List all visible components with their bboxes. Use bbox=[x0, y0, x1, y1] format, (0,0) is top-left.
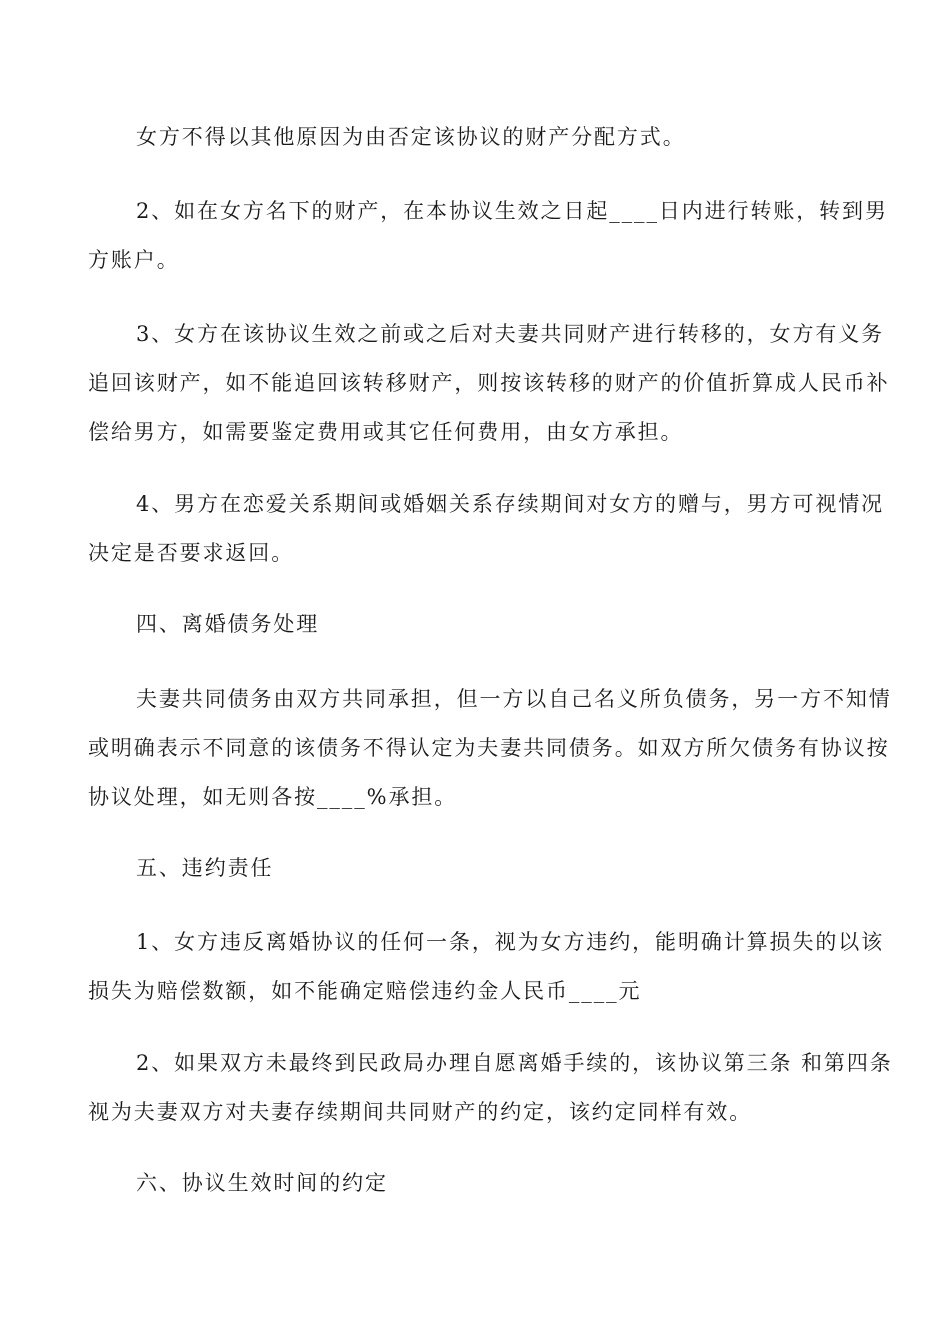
paragraph-line: 追回该财产，如不能追回该转移财产，则按该转移的财产的价值折算成人民币补 bbox=[88, 371, 890, 395]
paragraph-line: 3、女方在该协议生效之前或之后对夫妻共同财产进行转移的，女方有义务 bbox=[136, 322, 885, 346]
paragraph-line: 2、如果双方未最终到民政局办理自愿离婚手续的，该协议第三条 和第四条 bbox=[136, 1051, 893, 1075]
paragraph-line: 女方不得以其他原因为由否定该协议的财产分配方式。 bbox=[136, 125, 686, 149]
paragraph-line: 4、男方在恋爱关系期间或婚姻关系存续期间对女方的赠与，男方可视情况 bbox=[136, 492, 885, 516]
paragraph-line: 决定是否要求返回。 bbox=[88, 541, 295, 565]
paragraph-line: 方账户。 bbox=[88, 248, 180, 272]
paragraph-line: 协议处理，如无则各按____%承担。 bbox=[88, 785, 458, 809]
paragraph-line: 2、如在女方名下的财产，在本协议生效之日起____日内进行转账，转到男 bbox=[136, 199, 888, 223]
section-heading: 五、违约责任 bbox=[136, 856, 274, 880]
paragraph-line: 损失为赔偿数额，如不能确定赔偿违约金人民币____元 bbox=[88, 979, 642, 1003]
paragraph-line: 夫妻共同债务由双方共同承担，但一方以自己名义所负债务，另一方不知情 bbox=[136, 687, 892, 711]
section-heading: 四、离婚债务处理 bbox=[136, 612, 320, 636]
paragraph-line: 或明确表示不同意的该债务不得认定为夫妻共同债务。如双方所欠债务有协议按 bbox=[88, 736, 890, 760]
section-heading: 六、协议生效时间的约定 bbox=[136, 1171, 388, 1195]
paragraph-line: 1、女方违反离婚协议的任何一条，视为女方违约，能明确计算损失的以该 bbox=[136, 930, 885, 954]
paragraph-line: 视为夫妻双方对夫妻存续期间共同财产的约定，该约定同样有效。 bbox=[88, 1100, 753, 1124]
paragraph-line: 偿给男方，如需要鉴定费用或其它任何费用，由女方承担。 bbox=[88, 420, 684, 444]
